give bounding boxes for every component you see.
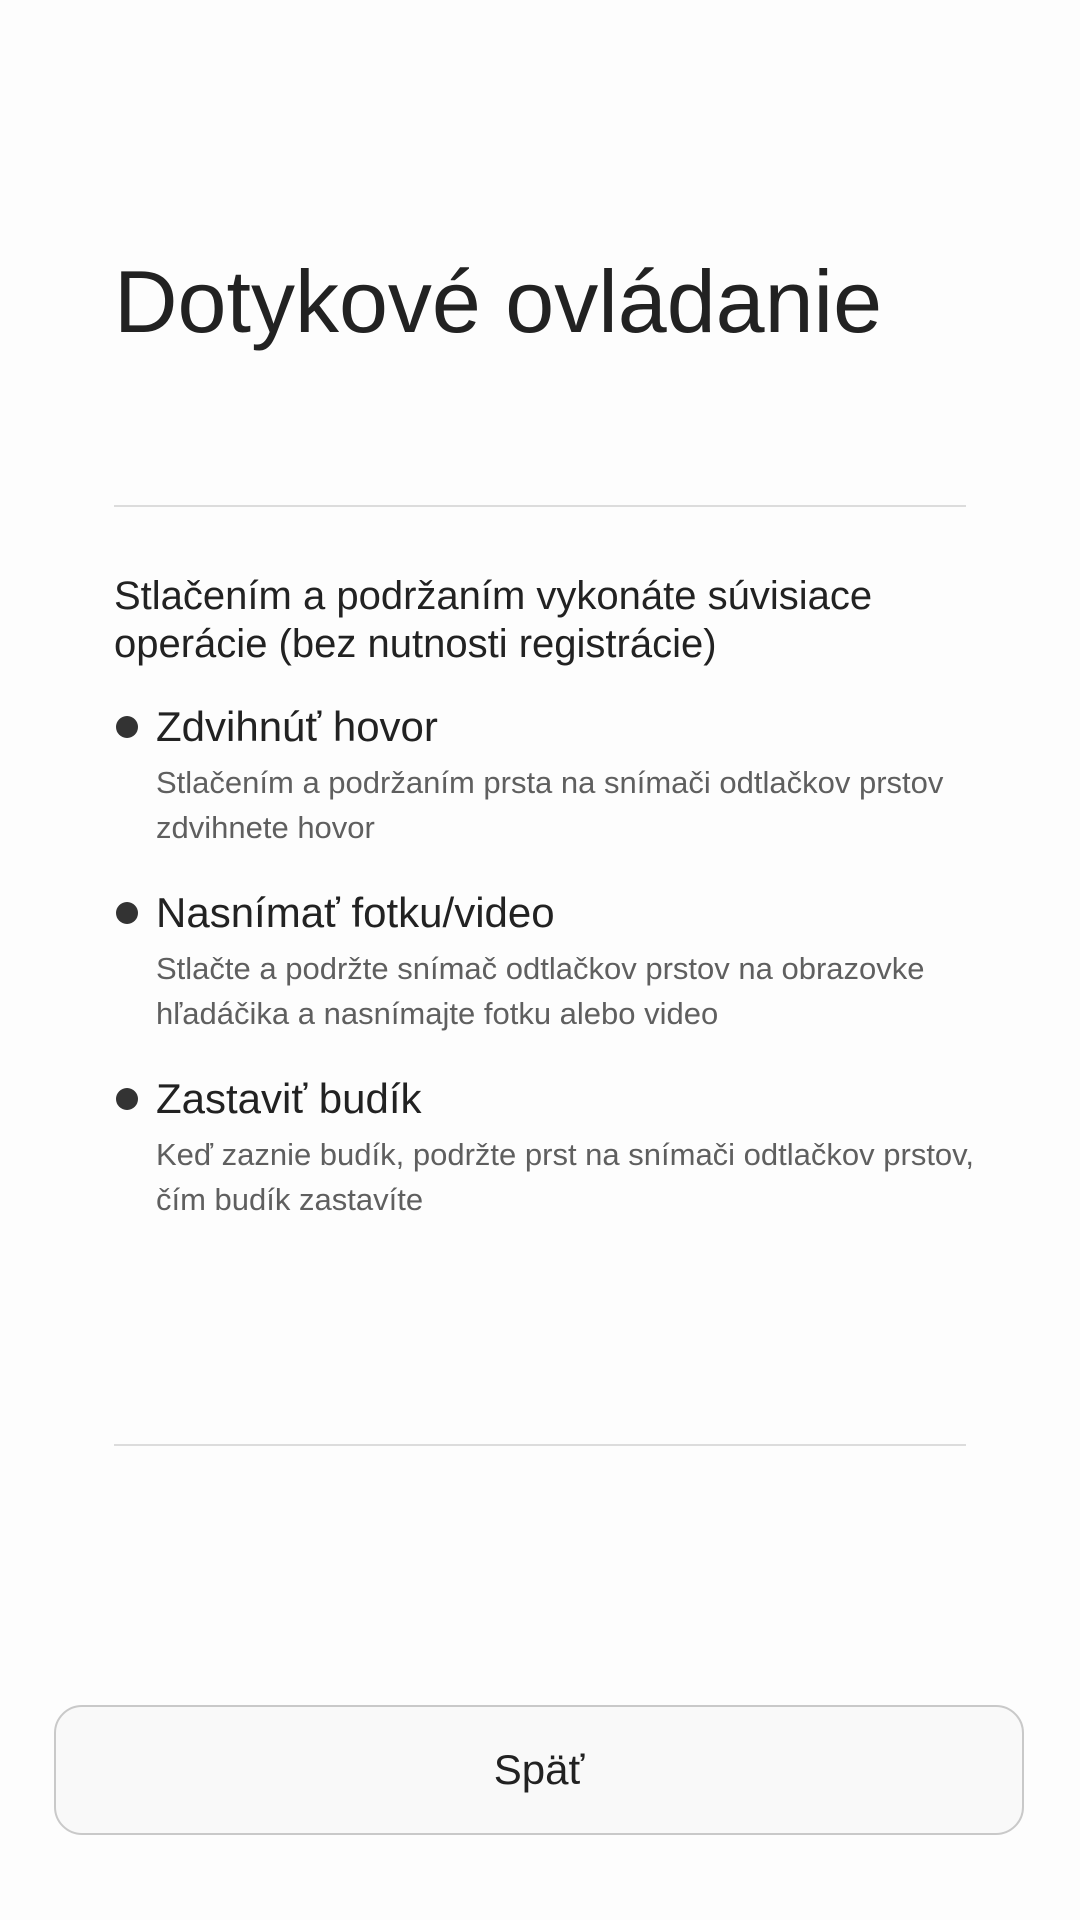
- bullet-icon: [116, 1088, 138, 1110]
- back-button-label: Späť: [493, 1746, 585, 1793]
- feature-list: [114, 700, 974, 1258]
- top-divider: [114, 505, 966, 507]
- intro-text: Stlačením a podržaním vykonáte súvisiace operácie (bez nutnosti registrácie): [114, 574, 873, 666]
- feature-title: Zastaviť budík: [156, 1075, 422, 1122]
- bullet-icon: [116, 716, 138, 738]
- feature-title: Zdvihnúť hovor: [156, 703, 438, 750]
- page-title: Dotykové ovládanie: [114, 252, 883, 351]
- bullet-icon: [116, 902, 138, 924]
- feature-description: Stlačením a podržaním prsta na snímači odtlačkov prstov zdvihnete hovor: [156, 765, 944, 845]
- feature-item-take-photo-video: [114, 886, 974, 1036]
- feature-title: Nasnímať fotku/video: [156, 889, 555, 936]
- feature-item-answer-call: [114, 700, 974, 850]
- feature-item-stop-alarm: [114, 1072, 974, 1222]
- bottom-divider: [114, 1444, 966, 1446]
- feature-description: Stlačte a podržte snímač odtlačkov prstov na obrazovke hľadáčika a nasnímajte fotku alebo video: [156, 951, 925, 1031]
- back-button[interactable]: [54, 1705, 1024, 1835]
- feature-description: Keď zaznie budík, podržte prst na snímači odtlačkov prstov, čím budík zastavíte: [156, 1137, 974, 1217]
